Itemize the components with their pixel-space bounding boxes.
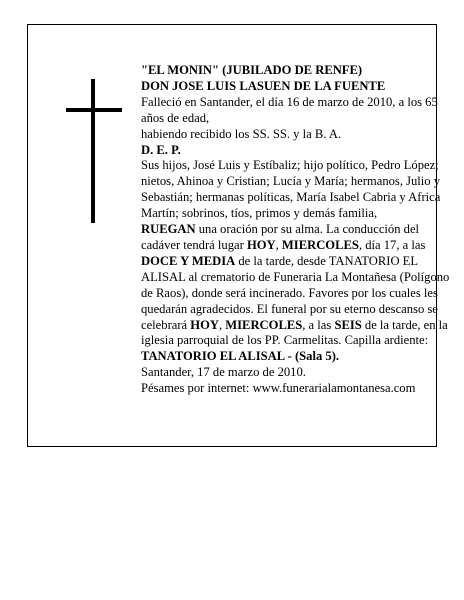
death-line: Falleció en Santander, el día 16 de marzo de 2010, a los 65 años de edad,	[141, 94, 438, 125]
tanatorio-sala: TANATORIO EL ALISAL - (Sala 5).	[141, 349, 340, 364]
hoy-2: HOY	[190, 317, 219, 332]
obituary-text	[141, 63, 456, 397]
obituary-card	[27, 24, 450, 447]
seis: SEIS	[334, 317, 362, 332]
sacraments-line: habiendo recibido los SS. SS. y la B. A.	[141, 126, 342, 141]
miercoles: MIERCOLES	[281, 237, 359, 252]
nickname-line: "EL MONIN" (JUBILADO DE RENFE)	[141, 63, 363, 77]
condolences-line: Pésames por internet: www.funerarialamontanesa.com	[141, 381, 416, 396]
deceased-name: DON JOSE LUIS LASUEN DE LA FUENTE	[141, 78, 386, 93]
cross-icon	[91, 79, 95, 223]
dep-line: D. E. P.	[141, 142, 181, 157]
date-line: Santander, 17 de marzo de 2010.	[141, 365, 306, 380]
hoy: HOY	[246, 237, 276, 252]
cross-icon-bar	[66, 108, 122, 112]
ruegan: RUEGAN	[141, 222, 196, 237]
funeral-paragraph: RUEGAN una oración por su alma. La conducción del cadáver tendrá lugar HOY, MIERCOLES, día 17, a las DOCE Y MEDIA de la tarde, desde TANATORIO EL ALISAL al crematorio de Funeraria La Montañesa (Polígono de Raos), donde será incinerado. Favores por los cuales les quedarán agradecidos. El funeral por su eterno descanso se celebrará HOY, MIERCOLES, a las SEIS de la tarde, en la iglesia parroquial de los PP. Carmelitas. Capilla ardiente: TANATORIO EL ALISAL - (Sala 5).	[141, 222, 450, 364]
miercoles-2: MIERCOLES	[225, 317, 303, 332]
family-line: Sus hijos, José Luis y Estíbaliz; hijo político, Pedro López; nietos, Ahinoa y Cristian; Lucía y María; hermanos, Julio y Sebastián; hermanas políticas, María Isabel Cabria y Africa Martín; sobrinos, tíos, primos y demás familia,	[141, 158, 441, 221]
doce-y-media: DOCE Y MEDIA	[141, 253, 236, 268]
